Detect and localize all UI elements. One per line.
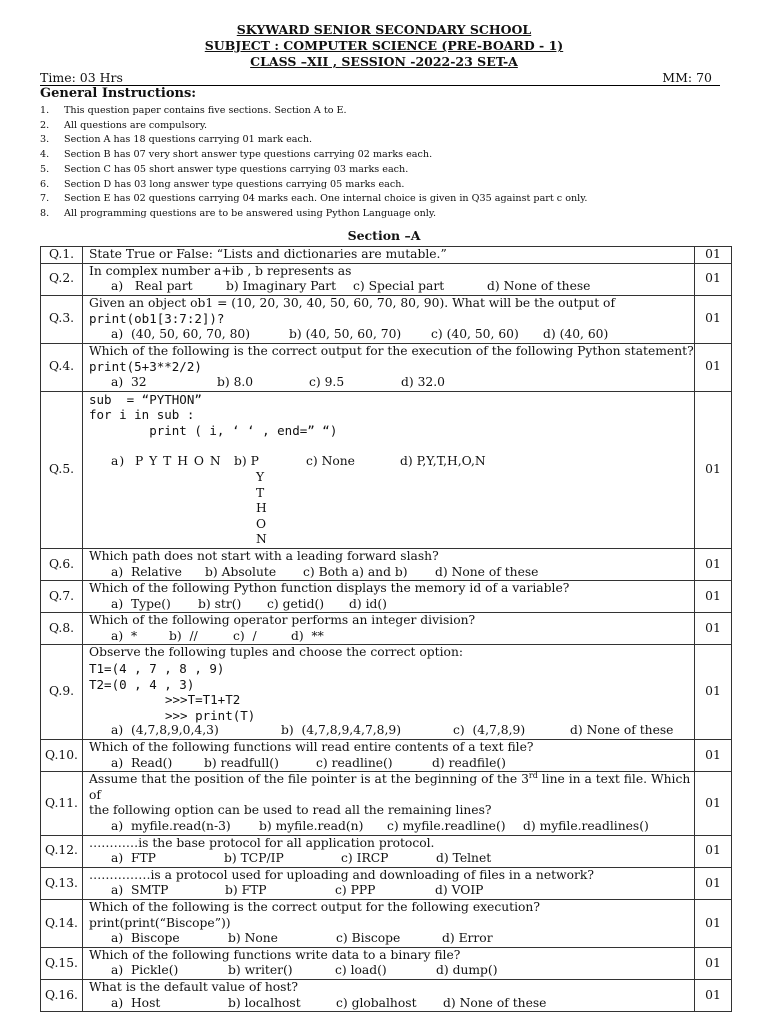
question-number: Q.11. (41, 772, 83, 835)
code-line: >>> print(T) (165, 707, 256, 723)
options (89, 279, 694, 295)
instruction-item: 6. Section D has 03 long answer type questions carrying 05 marks each. (40, 178, 405, 190)
option-a: a) Real part (111, 279, 193, 294)
question-marks: 01 (695, 947, 732, 979)
question-body (83, 391, 695, 548)
code-line: print(ob1[3:7:2])? (89, 311, 225, 327)
option-c: c) 9.5 (309, 374, 345, 389)
instructions-title: General Instructions: (40, 86, 197, 101)
question-marks: 01 (695, 772, 732, 835)
option-a: a) Read() (111, 755, 173, 770)
option-a: a) * (111, 628, 138, 643)
instruction-item: 8. All programming questions are to be answered using Python Language only. (40, 207, 437, 219)
option-c: c) PPP (335, 883, 376, 898)
question-row (41, 263, 732, 295)
question-body (83, 613, 695, 645)
option-d: d) ** (291, 628, 324, 643)
option-d: d) None of these (435, 564, 539, 579)
option-d: d) (40, 60) (543, 327, 609, 342)
code-line: T2=(0 , 4 , 3) (89, 676, 195, 692)
options (89, 963, 694, 979)
option-b: b) None (228, 931, 278, 946)
question-number: Q.2. (41, 263, 83, 295)
instruction-item: 4. Section B has 07 very short answer type questions carrying 02 marks each. (40, 149, 433, 161)
options (89, 375, 694, 391)
option-b: b) localhost (228, 995, 301, 1010)
option-a: a) Relative (111, 564, 182, 579)
option-a: a) SMTP (111, 883, 169, 898)
question-row (41, 613, 732, 645)
question-row (41, 645, 732, 740)
instruction-item: 2. All questions are compulsory. (40, 119, 208, 131)
instruction-item: 1. This question paper contains five sections. Section A to E. (40, 105, 347, 116)
question-number: Q.7. (41, 581, 83, 613)
question-row (41, 548, 732, 580)
options (89, 565, 694, 581)
question-row (41, 295, 732, 343)
option-a: a) (4,7,8,9,0,4,3) (111, 723, 219, 738)
option-b: b) Absolute (205, 564, 277, 579)
question-row (41, 343, 732, 391)
option-a: a) Pickle() (111, 963, 179, 978)
question-marks: 01 (695, 740, 732, 772)
question-marks: 01 (695, 247, 732, 264)
question-number: Q.9. (41, 645, 83, 740)
option-c: c) IRCP (341, 851, 389, 866)
option-b: b) Imaginary Part (226, 279, 337, 294)
question-marks: 01 (695, 548, 732, 580)
code-line: print(5+3**2/2) (89, 359, 202, 375)
question-number: Q.1. (41, 247, 83, 264)
option-a: a) P Y T H O N (111, 454, 222, 469)
questions-table (40, 246, 732, 1012)
question-body (83, 899, 695, 947)
options (89, 454, 694, 548)
question-row (41, 835, 732, 867)
option-c: c) readline() (316, 755, 393, 770)
options (89, 996, 694, 1012)
question-row (41, 947, 732, 979)
option-c: c) Special part (353, 279, 445, 294)
option-c: c) / (233, 628, 257, 643)
question-row (41, 772, 732, 835)
instruction-item: 5. Section C has 05 short answer type questions carrying 03 marks each. (40, 163, 409, 175)
question-text: Which path does not start with a leading forward slash? (89, 548, 439, 563)
class-session: CLASS –XII , SESSION -2022-23 SET-A (250, 54, 518, 69)
option-c: c) globalhost (336, 995, 417, 1010)
option-c: c) Both a) and b) (303, 564, 408, 579)
question-marks: 01 (695, 899, 732, 947)
question-number: Q.4. (41, 343, 83, 391)
question-number: Q.6. (41, 548, 83, 580)
option-a: a) Biscope (111, 931, 180, 946)
question-body (83, 979, 695, 1011)
question-number: Q.3. (41, 295, 83, 343)
option-d: d) readfile() (432, 755, 506, 770)
school-name: SKYWARD SENIOR SECONDARY SCHOOL (236, 22, 532, 37)
option-c: c) getid() (267, 596, 325, 611)
option-b: b) // (169, 628, 198, 643)
question-number: Q.8. (41, 613, 83, 645)
question-text-2: the following option can be used to read all the remaining lines? (89, 803, 492, 818)
option-d: d) Telnet (436, 851, 492, 866)
option-b: b) 8.0 (217, 374, 254, 389)
question-text-2: print(print(“Biscope”)) (89, 915, 231, 930)
question-marks: 01 (695, 343, 732, 391)
question-row (41, 581, 732, 613)
options (89, 883, 694, 899)
option-c: c) None (306, 454, 355, 469)
subject-title: SUBJECT : COMPUTER SCIENCE (PRE-BOARD - 1) (204, 38, 564, 53)
code-line: for i in sub : (89, 407, 195, 423)
option-a: a) Type() (111, 596, 171, 611)
question-number: Q.5. (41, 391, 83, 548)
code-line: sub = “PYTHON” (89, 391, 202, 407)
question-number: Q.16. (41, 979, 83, 1011)
question-row (41, 247, 732, 264)
question-body (83, 772, 695, 835)
options (89, 629, 694, 645)
question-marks: 01 (695, 867, 732, 899)
option-a: a) 32 (111, 374, 147, 389)
question-marks: 01 (695, 645, 732, 740)
code-line: T1=(4 , 7 , 8 , 9) (89, 661, 225, 677)
question-number: Q.14. (41, 899, 83, 947)
code-line: >>>T=T1+T2 (165, 692, 241, 708)
option-c: c) myfile.readline() (387, 819, 506, 833)
question-marks: 01 (695, 613, 732, 645)
question-row (41, 899, 732, 947)
question-body (83, 295, 695, 343)
option-d: d) None of these (487, 279, 591, 294)
question-marks: 01 (695, 979, 732, 1011)
option-a: a) FTP (111, 851, 156, 866)
question-text: Which of the following is the correct output for the following execution? (89, 899, 540, 914)
options (89, 723, 694, 739)
option-d: d) VOIP (435, 883, 484, 898)
question-row (41, 867, 732, 899)
question-text: …………is the base protocol for all application protocol. (89, 835, 435, 850)
option-c: c) (40, 50, 60) (431, 327, 519, 342)
options (89, 597, 694, 613)
question-number: Q.12. (41, 835, 83, 867)
options (89, 756, 694, 772)
option-d: d) 32.0 (401, 374, 445, 389)
question-text: Which of the following Python function displays the memory id of a variable? (89, 581, 570, 596)
question-marks: 01 (695, 391, 732, 548)
question-body (83, 867, 695, 899)
question-text: Given an object ob1 = (10, 20, 30, 40, 50, 60, 70, 80, 90). What will be the output of (89, 295, 616, 310)
options (89, 327, 694, 343)
instruction-item: 3. Section A has 18 questions carrying 01 mark each. (40, 134, 313, 146)
question-body (83, 740, 695, 772)
option-a: a) myfile.read(n-3) (111, 819, 231, 833)
question-text: Which of the following operator performs an integer division? (89, 613, 476, 628)
option-d: d) id() (349, 596, 387, 611)
options (89, 931, 694, 947)
question-marks: 01 (695, 581, 732, 613)
question-row (41, 979, 732, 1011)
question-text: ……………is a protocol used for uploading and downloading of files in a network? (89, 867, 594, 882)
question-text: What is the default value of host? (89, 979, 299, 994)
time-label: Time: 03 Hrs (40, 70, 123, 85)
question-row (41, 391, 732, 548)
question-marks: 01 (695, 263, 732, 295)
question-text: Assume that the position of the file pointer is at the beginning of the 3rd line in a text file. Which of (89, 771, 691, 802)
option-b: b) readfull() (204, 755, 279, 770)
option-d: d) P,Y,T,H,O,N (400, 454, 486, 469)
option-d: d) None of these (570, 723, 674, 738)
question-body (83, 548, 695, 580)
instruction-item: 7. Section E has 02 questions carrying 04 marks each. One internal choice is given in Q35 against part c only. (40, 193, 588, 205)
question-body (83, 645, 695, 740)
option-b: b) myfile.read(n) (259, 819, 364, 833)
option-b: b) str() (198, 596, 242, 611)
question-body (83, 947, 695, 979)
option-b: b) writer() (228, 963, 293, 978)
question-text: Observe the following tuples and choose the correct option: (89, 645, 464, 660)
question-body (83, 581, 695, 613)
option-b: b) FTP (225, 883, 267, 898)
code-line: print ( i, ‘ ‘ , end=” “) (89, 422, 338, 438)
question-marks: 01 (695, 295, 732, 343)
option-a: a) (40, 50, 60, 70, 80) (111, 327, 251, 342)
option-d: d) None of these (443, 995, 547, 1010)
question-body (83, 343, 695, 391)
option-d: d) dump() (436, 963, 498, 978)
time-marks-row (40, 70, 720, 86)
option-b: b) P Y T H O N (234, 454, 267, 547)
options (89, 851, 694, 867)
question-number: Q.15. (41, 947, 83, 979)
options (89, 819, 694, 835)
section-title: Section –A (347, 228, 421, 243)
option-a: a) Host (111, 995, 161, 1010)
option-c: c) Biscope (336, 931, 401, 946)
question-number: Q.13. (41, 867, 83, 899)
option-c: c) load() (335, 963, 387, 978)
option-d: d) myfile.readlines() (523, 819, 649, 833)
max-marks-label: MM: 70 (662, 70, 712, 85)
option-d: d) Error (442, 931, 493, 946)
question-row (41, 740, 732, 772)
question-text: Which of the following functions write data to a binary file? (89, 947, 461, 962)
question-marks: 01 (695, 835, 732, 867)
question-text: In complex number a+ib , b represents as (89, 263, 352, 278)
option-b: b) (40, 50, 60, 70) (289, 327, 402, 342)
question-text: Which of the following is the correct output for the execution of the following Python statement? (89, 343, 694, 358)
option-c: c) (4,7,8,9) (453, 723, 526, 738)
question-number: Q.10. (41, 740, 83, 772)
question-body (83, 263, 695, 295)
question-text: Which of the following functions will read entire contents of a text file? (89, 740, 534, 755)
question-text: State True or False: “Lists and dictionaries are mutable.” (83, 247, 695, 264)
option-b: b) (4,7,8,9,4,7,8,9) (281, 723, 402, 738)
question-body (83, 835, 695, 867)
option-b: b) TCP/IP (224, 851, 284, 866)
instructions-list (40, 104, 587, 222)
